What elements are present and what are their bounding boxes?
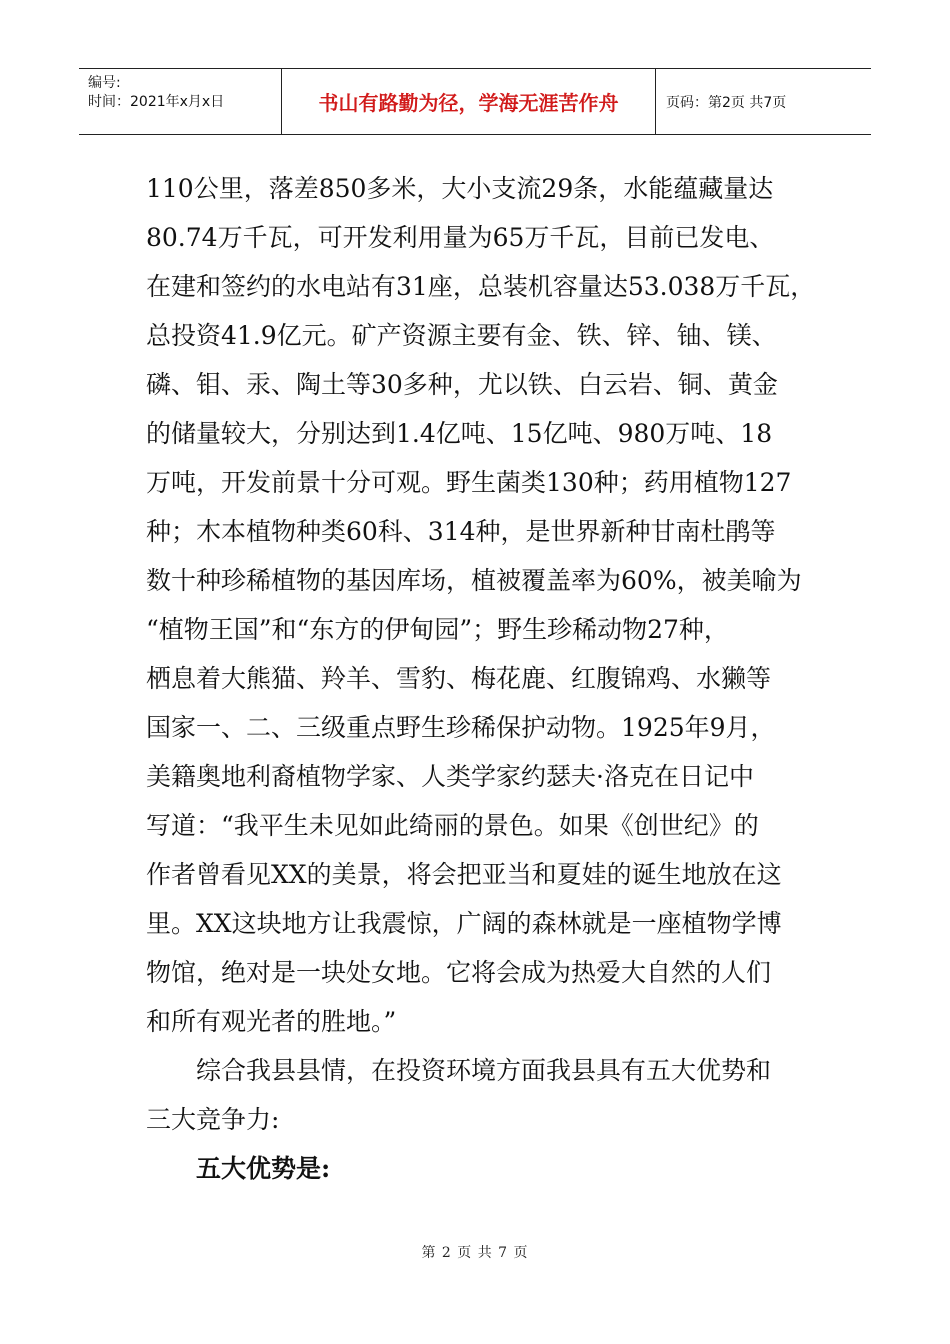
paragraph-line: 磷、钼、汞、陶土等30多种，尤以铁、白云岩、铜、黄金 — [146, 370, 778, 399]
paragraph-line: 种；木本植物种类60科、314种，是世界新种甘南杜鹃等 — [146, 517, 776, 546]
doc-number-label: 编号: — [88, 75, 121, 91]
paragraph-line: 美籍奥地利裔植物学家、人类学家约瑟夫·洛克在日记中 — [146, 762, 754, 791]
paragraph-line: 的储量较大，分别达到1.4亿吨、15亿吨、980万吨、18 — [146, 419, 773, 448]
paragraph-line: 国家一、二、三级重点野生珍稀保护动物。1925年9月， — [146, 713, 776, 742]
paragraph-line: 作者曾看见XX的美景，将会把亚当和夏娃的诞生地放在这 — [146, 860, 782, 889]
page-footer: 第 2 页 共 7 页 — [421, 1245, 529, 1261]
header-page-info: 页码：第2页 共7页 — [666, 94, 787, 111]
paragraph-line: 总投资41.9亿元。矿产资源主要有金、铁、锌、铀、镁、 — [146, 321, 777, 350]
paragraph-line: 万吨，开发前景十分可观。野生菌类130种；药用植物127 — [146, 468, 792, 497]
paragraph-line: 110公里，落差850多米，大小支流29条，水能蕴藏量达 — [146, 174, 774, 203]
doc-time-label: 时间：2021年x月x日 — [88, 94, 225, 110]
paragraph-line: 数十种珍稀植物的基因库场，植被覆盖率为60%，被美喻为 — [146, 566, 802, 595]
paragraph-line: 80.74万千瓦，可开发利用量为65万千瓦，目前已发电、 — [146, 223, 775, 252]
document-body — [146, 164, 816, 1193]
paragraph-line: “植物王国”和“东方的伊甸园”；野生珍稀动物27种， — [146, 615, 729, 644]
paragraph-line: 栖息着大熊猫、羚羊、雪豹、梅花鹿、红腹锦鸡、水獭等 — [146, 664, 772, 693]
header-meta — [79, 69, 281, 134]
paragraph-line: 和所有观光者的胜地。” — [146, 1007, 397, 1036]
paragraph-line: 物馆，绝对是一块处女地。它将会成为热爱大自然的人们 — [146, 958, 772, 987]
paragraph-line: 综合我县县情，在投资环境方面我县具有五大优势和 — [196, 1056, 772, 1085]
paragraph-line: 写道：“我平生未见如此绮丽的景色。如果《创世纪》的 — [146, 811, 759, 840]
header-divider — [655, 69, 656, 134]
page-header — [79, 68, 871, 135]
paragraph-line: 三大竞争力: — [146, 1105, 280, 1134]
paragraph-line: 在建和签约的水电站有31座，总装机容量达53.038万千瓦， — [146, 272, 816, 301]
header-motto: 书山有路勤为径，学海无涯苦作舟 — [318, 91, 619, 115]
paragraph-line: 里。XX这块地方让我震惊，广阔的森林就是一座植物学博 — [146, 909, 782, 938]
section-heading: 五大优势是: — [196, 1154, 331, 1183]
